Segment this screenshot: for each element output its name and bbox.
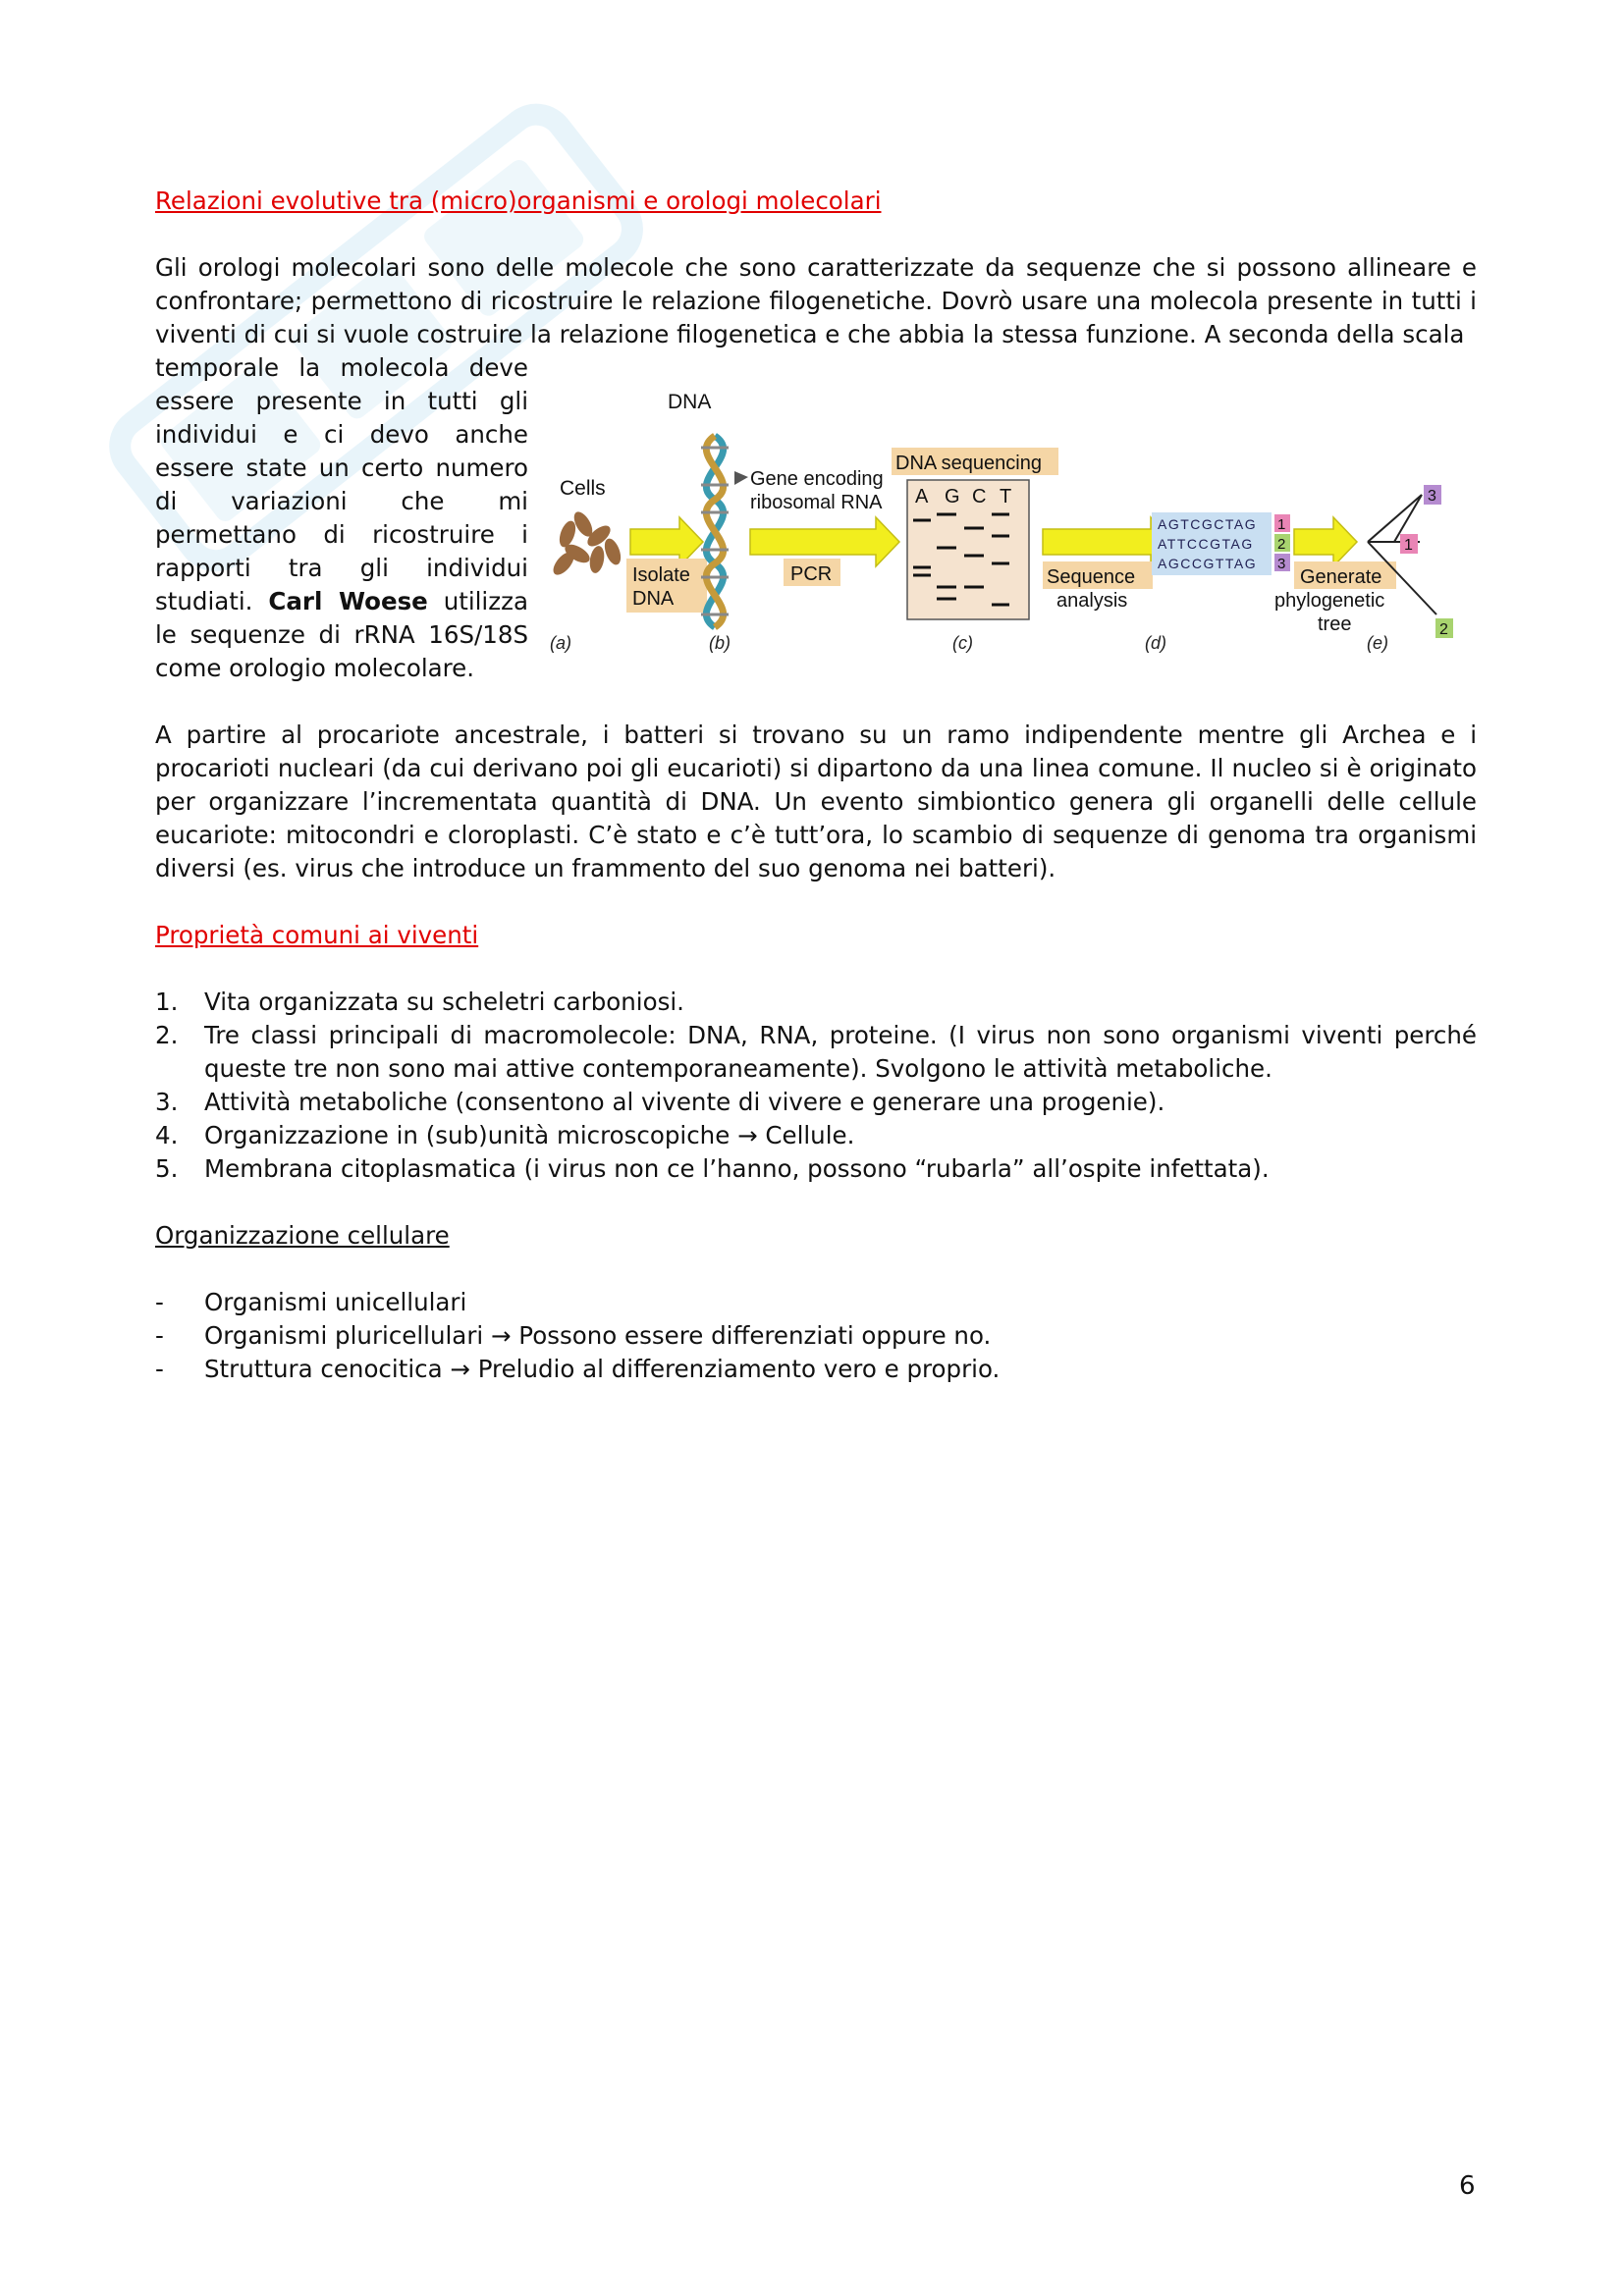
paragraph-procariote: A partire al procariote ancestrale, i batteri si trovano su un ramo indipendente mentre gli Archea e i procarioti nucleari (da cui derivano poi gli eucarioti) si dipartono da una linea comune. Il nucleo si è originato per organizzare l’incrementata quantità di DNA. Un evento simbiontico genera gli organelli delle cellule eucariote: mitocondri e cloroplasti. C’è stato e c’è tutt’ora, lo scambio di sequenze di genoma tra organismi diversi (es. virus che introduce un frammento del suo genoma nei batteri). bbox=[155, 721, 1477, 882]
label-gene-encoding-1: Gene encoding bbox=[750, 468, 884, 490]
panel-label-b: (b) bbox=[709, 633, 731, 653]
person-name: Carl Woese bbox=[268, 587, 428, 615]
figure-sequencing-workflow bbox=[548, 387, 1483, 671]
list-item: - Struttura cenocitica → Preludio al differenziamento vero e proprio. bbox=[155, 1355, 1001, 1383]
paragraph-intro: Gli orologi molecolari sono delle molecole che sono caratterizzate da sequenze che si possono allineare e confrontare; permettono di ricostruire le relazione filogenetiche. Dovrò usare una molecola presente in tutti i viventi di cui si vuole costruire la relazione filogenetica e che abbia la stessa funzione. A seconda della scala bbox=[155, 253, 1477, 348]
list-item: 1. Vita organizzata su scheletri carboniosi. bbox=[155, 988, 684, 1016]
base-c: C bbox=[972, 486, 987, 507]
label-generate-1: Generate bbox=[1300, 566, 1382, 588]
sequence-3: AGCCGTTAG bbox=[1158, 556, 1258, 571]
numbered-list bbox=[155, 986, 1477, 1186]
svg-text:2: 2 bbox=[1439, 621, 1448, 638]
base-t: T bbox=[1000, 486, 1012, 507]
section-heading-evolutive: Relazioni evolutive tra (micro)organismi e orologi molecolari bbox=[155, 187, 882, 215]
label-sequence-2: analysis bbox=[1056, 590, 1128, 612]
label-gene-encoding-2: ribosomal RNA bbox=[750, 492, 883, 513]
label-isolate-2: DNA bbox=[632, 588, 675, 610]
paragraph-column bbox=[155, 351, 528, 685]
list-item: 2. Tre classi principali di macromolecole: DNA, RNA, proteine. (I virus non sono organismi viventi perché queste tre non sono mai attive contemporaneamente). Svolgono le attività metaboliche. bbox=[155, 1021, 1477, 1083]
svg-text:3: 3 bbox=[1277, 556, 1286, 572]
panel-label-d: (d) bbox=[1145, 633, 1166, 653]
base-a: A bbox=[915, 486, 929, 507]
list-item: 4. Organizzazione in (sub)unità microscopiche → Cellule. bbox=[155, 1121, 855, 1149]
panel-label-c: (c) bbox=[952, 633, 973, 653]
base-g: G bbox=[945, 486, 960, 507]
svg-text:1: 1 bbox=[1277, 516, 1286, 533]
list-item: - Organismi pluricellulari → Possono essere differenziati oppure no. bbox=[155, 1321, 992, 1350]
label-cells: Cells bbox=[560, 477, 606, 500]
label-sequence-1: Sequence bbox=[1047, 566, 1136, 588]
sequence-1: AGTCGCTAG bbox=[1158, 516, 1258, 532]
list-item: 3. Attività metaboliche (consentono al vivente di vivere e generare una progenie). bbox=[155, 1088, 1165, 1116]
label-generate-2: phylogenetic bbox=[1274, 590, 1385, 612]
panel-label-e: (e) bbox=[1367, 633, 1388, 653]
label-dna: DNA bbox=[668, 391, 712, 413]
panel-label-a: (a) bbox=[550, 633, 571, 653]
label-isolate-1: Isolate bbox=[632, 564, 690, 586]
list-item: - Organismi unicellulari bbox=[155, 1288, 467, 1316]
page-number: 6 bbox=[1459, 2171, 1476, 2201]
pointer-icon bbox=[734, 471, 748, 485]
cells-icon bbox=[550, 508, 624, 578]
svg-text:1: 1 bbox=[1404, 537, 1413, 554]
section-heading-organizzazione: Organizzazione cellulare bbox=[155, 1221, 450, 1250]
section-heading-proprieta: Proprietà comuni ai viventi bbox=[155, 921, 479, 949]
label-generate-3: tree bbox=[1318, 614, 1352, 635]
paragraph-column-tail: utilizza le sequenze di rRNA 16S/18S come orologio molecolare. bbox=[155, 587, 528, 682]
sequence-2: ATTCCGTAG bbox=[1158, 536, 1254, 552]
bullet-list bbox=[155, 1286, 1477, 1386]
svg-text:3: 3 bbox=[1428, 488, 1436, 505]
arrow-generate-tree bbox=[1294, 517, 1357, 566]
svg-text:2: 2 bbox=[1277, 536, 1286, 553]
list-item: 5. Membrana citoplasmatica (i virus non ce l’hanno, possono “rubarla” all’ospite infettata). bbox=[155, 1154, 1270, 1183]
label-pcr: PCR bbox=[790, 563, 833, 585]
paragraph-column-text: temporale la molecola deve essere presente in tutti gli individui e ci devo anche essere state un certo numero di variazioni che mi permettano di ricostruire i rapporti tra gli individui studiati. bbox=[155, 353, 528, 615]
label-dna-sequencing: DNA sequencing bbox=[895, 453, 1042, 474]
page-content bbox=[155, 185, 1477, 1386]
